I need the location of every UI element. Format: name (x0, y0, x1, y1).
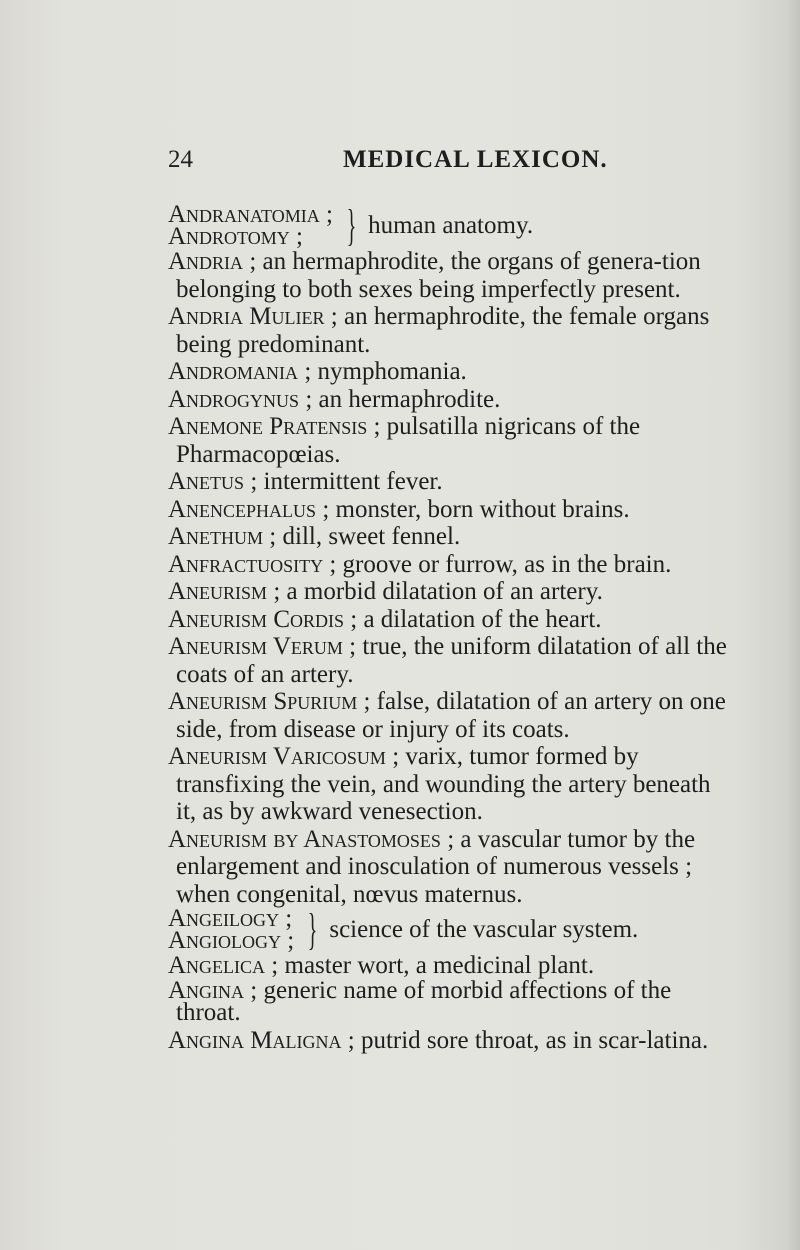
entry (168, 688, 728, 743)
entry-definition: ; generic name of morbid affections of the throat. (176, 976, 672, 1026)
entry-term: Andria (168, 248, 244, 275)
entry-angeilogy-angiology (168, 905, 728, 954)
entry-definition: ; putrid sore throat, as in scar-latina. (341, 1026, 709, 1054)
entry-definition: ; monster, born without brains. (316, 495, 630, 523)
entry (168, 826, 728, 909)
entry (168, 468, 728, 496)
entry-term: Andranatomia ; (168, 201, 333, 228)
entry-term: Anemone Pratensis (168, 413, 368, 440)
entry-definition: ; master wort, a medicinal plant. (265, 952, 595, 979)
entry (168, 496, 728, 524)
entry-definition: ; an hermaphrodite, the organs of genera-tion belonging to both sexes being imperfectly present. (176, 248, 701, 303)
entry (168, 976, 728, 1026)
entry (168, 303, 728, 358)
entry-term: Anfractuosity (168, 550, 324, 578)
entry-andranatomia-androtomy (168, 201, 728, 250)
entry-definition: ; pulsatilla nigricans of the Pharmacopœias. (176, 413, 641, 468)
entry-term: Anencephalus (168, 495, 317, 523)
entry (168, 248, 728, 303)
entry-term: Aneurism Spurium (168, 688, 358, 715)
brace-glyph: } (308, 905, 318, 954)
entry (168, 633, 728, 688)
lexicon-entries (168, 201, 728, 1054)
entry-definition: ; an hermaphrodite. (299, 385, 501, 413)
entry-definition: ; an hermaphrodite, the female organs being predominant. (176, 303, 710, 358)
paired-terms (168, 905, 295, 954)
entry-term: Aneurism Verum (168, 633, 343, 660)
entry-term: Angiology ; (168, 927, 295, 954)
entry-term: Aneurism by Anastomoses (168, 825, 441, 853)
entry-definition: ; false, dilatation of an artery on one side, from disease or injury of its coats. (176, 688, 726, 743)
entry-definition: ; varix, tumor formed by transfixing the vein, and wounding the artery beneath it, as by awkward venesection. (176, 743, 711, 825)
entry-definition: ; a vascular tumor by the enlargement and inosculation of numerous vessels ; when congenital, nœvus maternus. (176, 825, 696, 908)
entry-term: Androgynus (168, 385, 300, 413)
entry-definition: human anatomy. (368, 212, 534, 240)
entry-term: Aneurism Cordis (168, 605, 344, 633)
running-head: MEDICAL LEXICON. (343, 146, 608, 173)
entry-term: Angeilogy ; (168, 905, 293, 932)
entry-definition: ; intermittent fever. (244, 468, 443, 495)
entry (168, 1026, 728, 1054)
entry-term: Andria Mulier (168, 303, 325, 330)
entry-term: Andromania (168, 358, 299, 385)
entry-definition: ; a dilatation of the heart. (344, 605, 602, 633)
entry-definition: ; a morbid dilatation of an artery. (267, 578, 603, 605)
entry (168, 386, 728, 414)
paired-terms (168, 201, 333, 250)
entry (168, 952, 728, 980)
page-number: 24 (168, 146, 193, 173)
entry (168, 358, 728, 386)
entry-term: Anetus (168, 468, 245, 495)
entry-term: Androtomy ; (168, 223, 303, 250)
entry (168, 743, 728, 826)
entry-term: Aneurism Varicosum (168, 743, 386, 770)
entry-definition: ; true, the uniform dilatation of all the coats of an artery. (176, 633, 727, 688)
entry (168, 606, 728, 634)
page-edge-shadow (786, 0, 800, 1250)
entry (168, 523, 728, 551)
entry (168, 413, 728, 468)
entry-definition: ; nymphomania. (298, 358, 467, 385)
page-header (168, 146, 638, 176)
brace-glyph: } (346, 201, 357, 250)
entry (168, 551, 728, 579)
entry-term: Angina (168, 976, 245, 1004)
entry-definition: ; groove or furrow, as in the brain. (323, 550, 672, 578)
entry-term: Aneurism (168, 578, 268, 605)
entry-term: Anethum (168, 523, 264, 550)
entry-term: Angelica (168, 952, 266, 979)
entry-definition: ; dill, sweet fennel. (263, 523, 461, 550)
entry (168, 578, 728, 606)
entry-definition: science of the vascular system. (329, 916, 639, 944)
entry-term: Angina Maligna (168, 1026, 342, 1054)
